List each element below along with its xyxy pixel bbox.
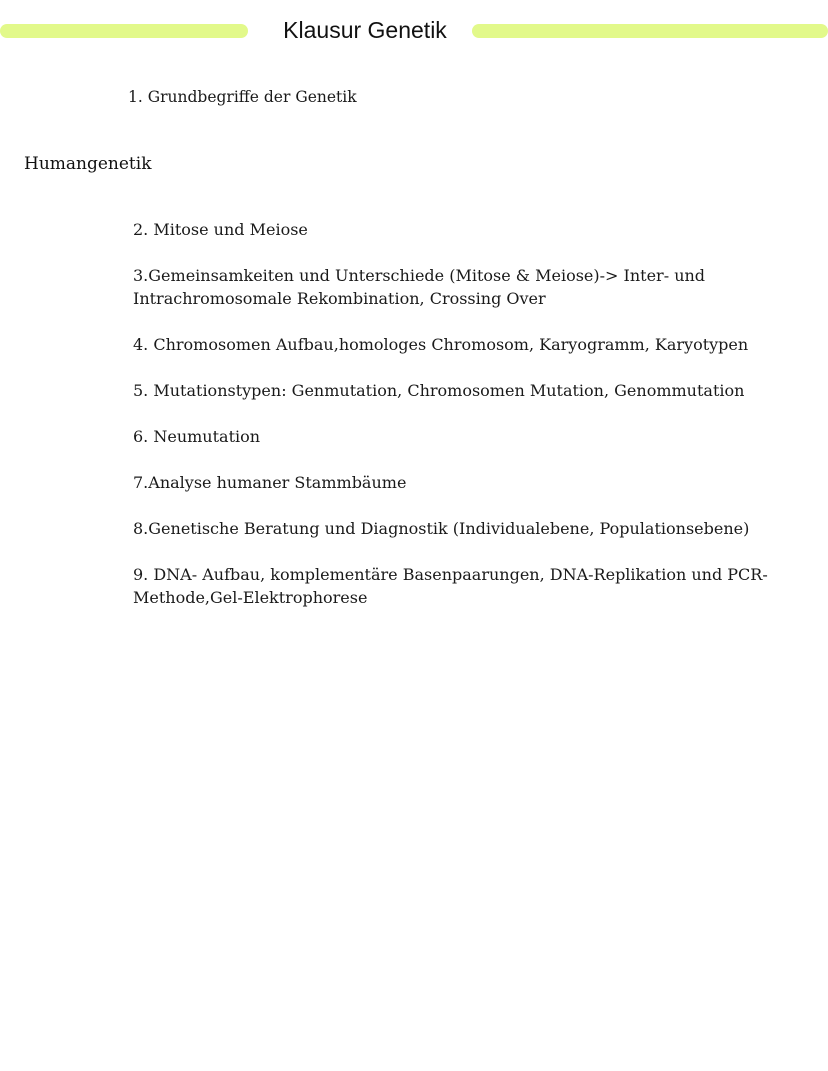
topic-item: 3.Gemeinsamkeiten und Unterschiede (Mitose & Meiose)-> Inter- und Intrachromosomale Rekombination, Crossing Over (133, 266, 706, 308)
topic-item: 4. Chromosomen Aufbau,homologes Chromosom, Karyogramm, Karyotypen (133, 335, 749, 354)
topic-item: 2. Mitose und Meiose (133, 220, 308, 239)
topic-item: 7.Analyse humaner Stammbäume (133, 473, 407, 492)
intro-item: 1. Grundbegriffe der Genetik (128, 88, 357, 106)
page-title-wrap (0, 14, 730, 46)
topic-item: 5. Mutationstypen: Genmutation, Chromosomen Mutation, Genommutation (133, 381, 745, 400)
page-title: Klausur Genetik (283, 17, 447, 43)
section-heading-humangenetik: Humangenetik (18, 152, 156, 176)
topic-list (133, 218, 808, 632)
topic-item: 6. Neumutation (133, 427, 261, 446)
topic-item: 9. DNA- Aufbau, komplementäre Basenpaarungen, DNA-Replikation und PCR-Methode,Gel-Elektrophorese (133, 565, 768, 607)
topic-item: 8.Genetische Beratung und Diagnostik (Individualebene, Populationsebene) (133, 519, 750, 538)
